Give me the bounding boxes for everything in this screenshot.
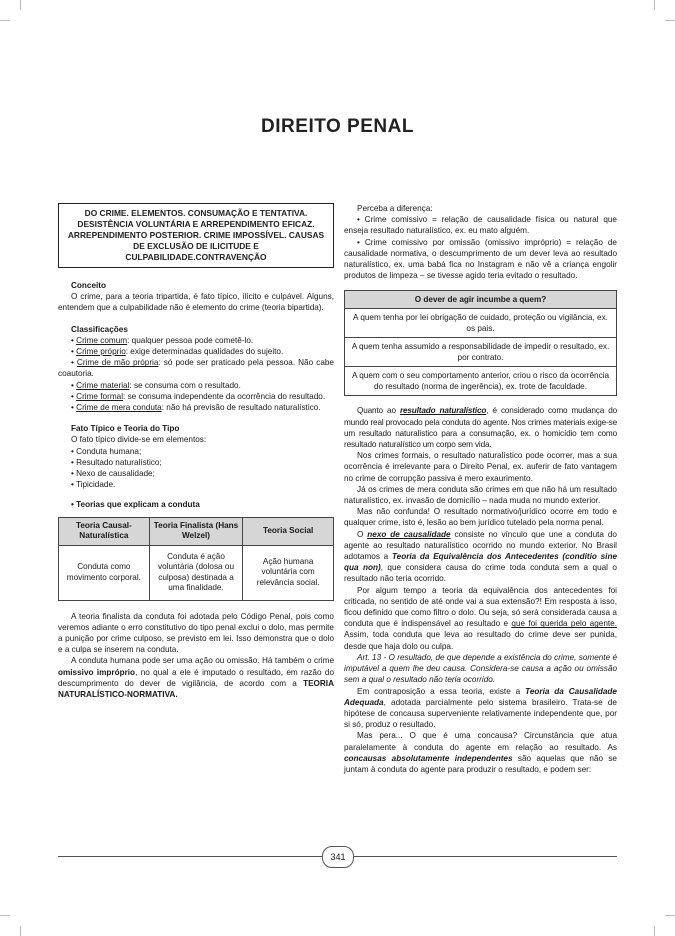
nexo-paragraph — [344, 529, 617, 585]
conceito-text: O crime, para a teoria tripartida, é fato típico, ilícito e culpável. Alguns, entendem que a culpabilidade não é elemento do crime (teoria bipartida). — [58, 292, 334, 313]
text-run: , adotada parcialmente pelo sistema brasileiro. Trata-se de hipótese de concausa superveniente relativamente independente que, por si só, produz o resultado. — [344, 697, 617, 730]
emphasis: omissivo impróprio — [58, 667, 136, 677]
text-run: Mas pera... O que é uma concausa? Circunstância que atua paralelamente à conduta do agente em relação ao resultado. As — [344, 731, 617, 752]
classificacoes-title: Classificações — [71, 324, 128, 334]
crop-mark — [654, 926, 655, 936]
class-item: • Crime formal: se consuma independente da ocorrência do resultado. — [71, 391, 326, 401]
dever-de-agir-row: A quem com o seu comportamento anterior, criou o risco da ocorrência do resultado (norma de ingerência), ex. trote de faculdade. — [351, 371, 610, 392]
table-cell: Conduta é ação voluntária (dolosa ou culposa) destinada a uma finalidade. — [149, 545, 243, 600]
class-desc: : exige determinadas qualidades do sujeito. — [125, 347, 284, 357]
emphasis: Teoria da Equivalência dos Antecedentes (conditio sine qua non) — [344, 552, 618, 573]
table-header: Teoria Finalista (Hans Welzel) — [149, 517, 243, 545]
fato-tipico-intro: O fato típico divide-se em elementos: — [71, 435, 207, 445]
bullet-omissivo: • Crime comissivo por omissão (omissivo impróprio) = relação de causalidade normativa, o descumprimento de um dever leva ao resultado naturalístico, ex. uma babá fica no Instagram e não vê a criança engolir produtos de limpeza – se tivesse agido teria evitado o resultado. — [344, 237, 617, 281]
emphasis: concausas absolutamente independentes — [344, 753, 513, 763]
class-term: Crime material — [76, 380, 130, 390]
fato-tipico-title: Fato Típico e Teoria do Tipo — [71, 424, 180, 434]
text-run: O — [357, 529, 368, 539]
text-run: Por algum tempo a teoria da equivalência dos antecedentes foi criticada, no sentido de até onde vai a sua extensão?! Em resposta a isso, ficou definido que como filtro o dolo. Ou seja, só será considerada causa a conduta que é indispensável ao resultado e — [344, 585, 617, 629]
right-column — [344, 203, 617, 775]
table-header-row — [59, 517, 334, 545]
class-desc: : só pode ser praticado pela pessoa. Não cabe coautoria. — [58, 358, 334, 379]
text-run: A conduta humana pode ser uma ação ou omissão. Há também o crime — [71, 656, 334, 666]
class-term: Crime de mera conduta — [76, 403, 162, 413]
text-run: , é considerado como mudança do mundo real provocado pela conduta do agente. Nos crimes materiais exige-se um resultado naturalístico para a consumação, ex. o homicídio tem como resultado naturalístico um corpo sem vida. — [344, 406, 618, 450]
page-number: 341 — [322, 846, 354, 868]
crop-mark — [665, 915, 675, 916]
table-header: Teoria Social — [243, 517, 334, 545]
table-cell: Conduta como movimento corporal. — [59, 545, 150, 600]
section-heading-box: DO CRIME. ELEMENTOS. CONSUMAÇÃO E TENTATIVA. DESISTÊNCIA VOLUNTÁRIA E ARREPENDIMENTO EFICAZ. ARREPENDIMENTO POSTERIOR. CRIME IMPOSSÍVEL. CAUSAS DE EXCLUSÃO DE ILICITUDE E CULPABILIDADE.CONTRAVENÇÃO — [58, 203, 334, 268]
theories-table — [58, 517, 334, 601]
dever-de-agir-box — [344, 290, 617, 396]
class-desc: : não há previsão de resultado naturalístico. — [161, 403, 321, 413]
crop-mark — [0, 20, 10, 21]
crop-mark — [665, 20, 675, 21]
dever-de-agir-row: A quem tenha assumido a responsabilidade de impedir o resultado, ex. por contrato. — [345, 338, 616, 367]
text-run: Assim, toda conduta que leva ao resultado do crime deve ser punida, desde que haja dolo ou culpa. — [344, 630, 617, 651]
footer-rule-right — [352, 856, 617, 857]
class-item: • Crime de mão própria: só pode ser praticado pela pessoa. Não cabe coautoria. — [58, 358, 334, 379]
crop-mark — [20, 0, 21, 10]
tipo-item: • Conduta humana; — [71, 446, 142, 456]
finalista-paragraph: A teoria finalista da conduta foi adotada pelo Código Penal, pois como veremos adiante o erro constitutivo do tipo penal exclui o dolo, mas permite a punição por crime culposo, se previsto em lei. Isso demonstra que o dolo e a culpa se inserem na conduta. — [58, 611, 334, 655]
class-item: • Crime de mera conduta: não há previsão de resultado naturalístico. — [71, 403, 321, 413]
crimes-formais-paragraph: Nos crimes formais, o resultado naturalístico pode ocorrer, mas a sua ocorrência é irrelevante para o Direito Penal, ex. auferir de fato vantagem no crime de corrupção passiva é mero exaurimento. — [344, 451, 617, 483]
emphasis: nexo de causalidade — [367, 529, 451, 539]
tipo-item: • Resultado naturalístico; — [71, 457, 162, 467]
equivalencia-paragraph — [344, 585, 617, 652]
class-term: Crime próprio — [76, 347, 126, 357]
causalidade-adequada-paragraph — [344, 686, 617, 731]
text-run: são aquelas que não se juntam à conduta do agente para produzir o resultado, e podem ser: — [344, 753, 617, 774]
class-desc: : se consuma com o resultado. — [129, 380, 241, 390]
emphasis: Teoria da Causalidade Adequada — [344, 686, 617, 707]
table-cell: Ação humana voluntária com relevância social. — [243, 545, 334, 600]
crop-mark — [0, 915, 10, 916]
dever-de-agir-title: O dever de agir incumbe a quem? — [345, 291, 616, 309]
crop-mark — [654, 0, 655, 10]
concausa-paragraph — [344, 730, 617, 775]
nao-confunda-paragraph: Mas não confunda! O resultado normativo/jurídico ocorre em todo e qualquer crime, isto é, lesão ao bem jurídico tutelado pela norma penal. — [344, 507, 617, 528]
emphasis: que foi querida pelo agente. — [511, 619, 617, 629]
dever-de-agir-row: A quem tenha por lei obrigação de cuidado, proteção ou vigilância, ex. os pais. — [345, 309, 616, 338]
teorias-title: • Teorias que explicam a conduta — [71, 500, 200, 510]
text-run: , que considera causa do crime toda conduta sem a qual o resultado não teria ocorrido. — [344, 563, 617, 584]
class-term: Crime comum — [76, 335, 128, 345]
emphasis: TEORIA NATURALÍSTICO-NORMATIVA. — [58, 678, 334, 700]
page-title: DIREITO PENAL — [261, 116, 414, 137]
text-run: , no qual a ele é imputado o resultado, em razão do descumprimento do dever de vigilância, de acordo com a — [58, 667, 334, 688]
crop-mark — [20, 926, 21, 936]
resultado-paragraph — [344, 405, 617, 450]
table-header: Teoria Causal-Naturalística — [59, 517, 150, 545]
emphasis: resultado naturalístico — [399, 406, 487, 416]
tipo-item: • Nexo de causalidade; — [71, 469, 155, 479]
class-term: Crime formal — [76, 391, 124, 401]
conceito-title: Conceito — [71, 281, 107, 290]
perceba-text: Perceba a diferença: — [357, 204, 433, 213]
art13-quote: Art. 13 - O resultado, de que depende a existência do crime, somente é imputável a quem lhe deu causa. Considera-se causa a ação ou omissão sem a qual o resultado não teria ocorrido. — [344, 652, 617, 685]
class-item: • Crime material: se consuma com o resultado. — [71, 380, 241, 390]
text-run: Quanto ao — [357, 406, 400, 416]
text-run: consiste no vínculo que une a conduta do agente ao resultado naturalístico ocorrido no mundo exterior. No Brasil adotamos a — [344, 529, 617, 562]
text-run: Em contraposição a essa teoria, existe a — [357, 686, 526, 696]
footer-rule-left — [58, 856, 322, 857]
mera-conduta-paragraph: Já os crimes de mera conduta são crimes em que não há um resultado naturalístico, ex. invasão de domicílio – nada muda no mundo exterior. — [344, 484, 617, 506]
table-row — [59, 545, 334, 600]
class-item: • Crime próprio: exige determinadas qualidades do sujeito. — [71, 347, 284, 357]
conduta-paragraph — [58, 655, 334, 700]
tipo-item: • Tipicidade. — [71, 480, 116, 490]
class-item: • Crime comum: qualquer pessoa pode cometê-lo. — [71, 335, 254, 345]
left-column — [58, 203, 334, 700]
class-desc: : se consuma independente da ocorrência do resultado. — [123, 391, 326, 401]
class-desc: : qualquer pessoa pode cometê-lo. — [127, 335, 254, 345]
bullet-comissivo: • Crime comissivo = relação de causalidade física ou natural que enseja resultado naturalístico, ex. eu mato alguém. — [344, 215, 617, 236]
class-term: Crime de mão própria — [76, 358, 159, 368]
